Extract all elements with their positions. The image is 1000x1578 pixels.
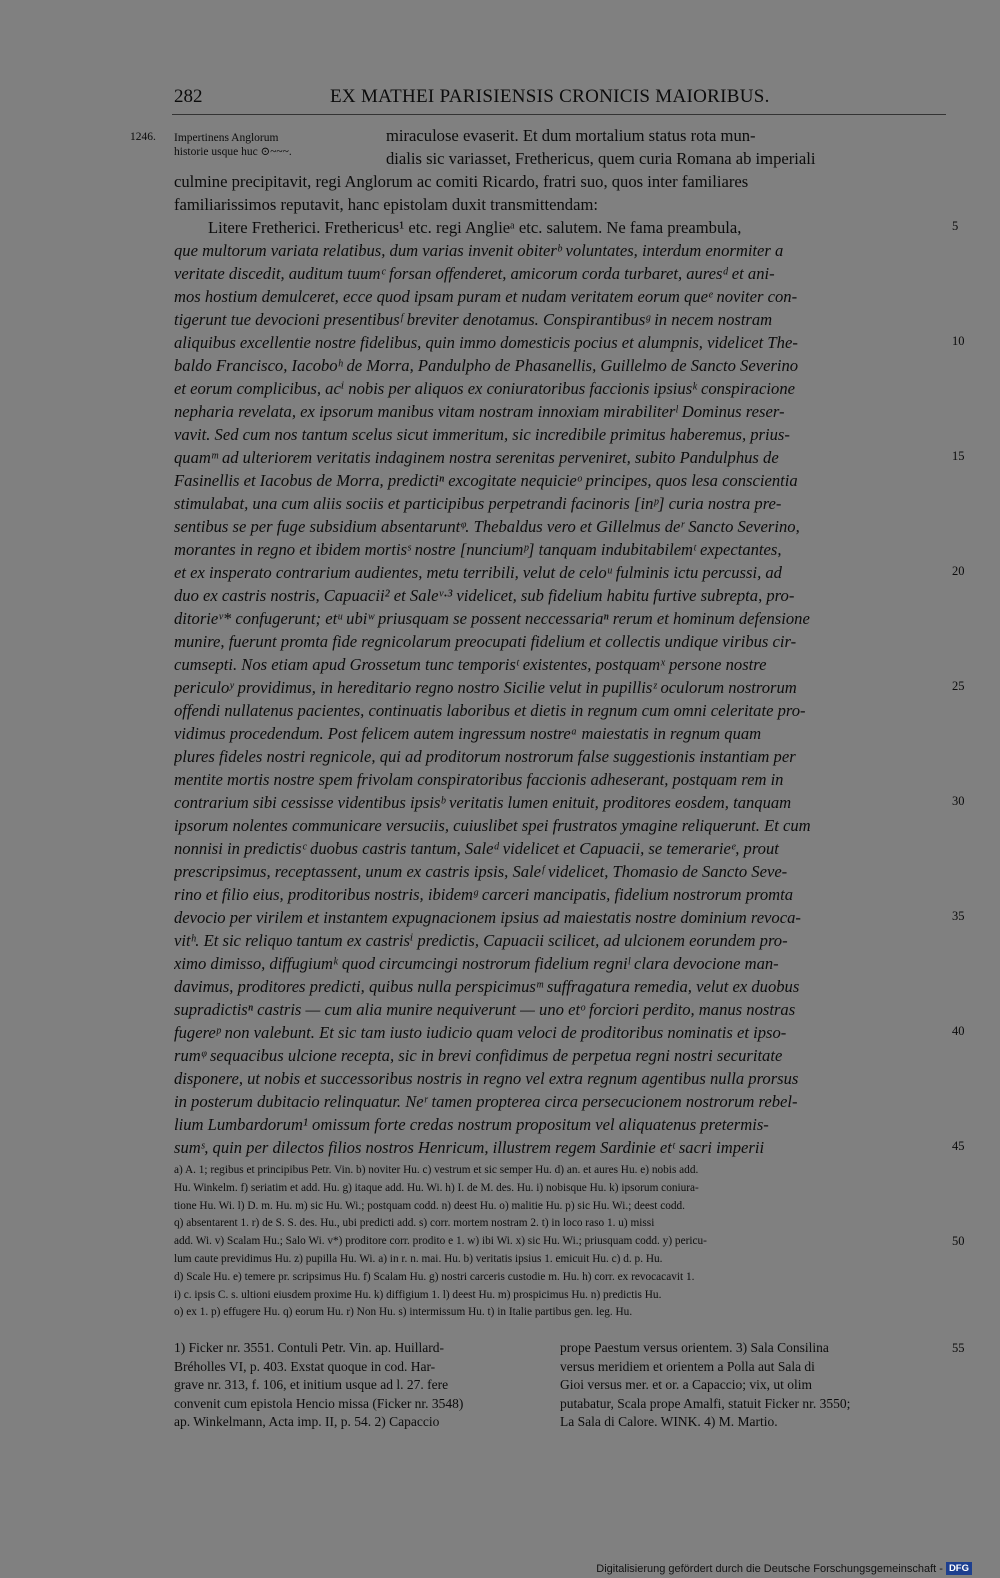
text-line: quamᵐ ad ulteriorem veritatis indaginem nostra serenitas perveniret, subito Pandulphus de [174, 448, 779, 467]
line-number: 45 [952, 1139, 965, 1153]
variant-line: d) Scale Hu. e) temere pr. scripsimus Hu. f) Scalam Hu. g) nostri carceris custodie m. Hu. h) corr. ex revocacavit 1. [174, 1270, 695, 1283]
text-line: rumᵠ sequacibus ulcione recepta, sic in brevi confidimus de perpetua regni nostri securitate [174, 1046, 783, 1065]
variant-line: Hu. Winkelm. f) seriatim et add. Hu. g) itaque add. Hu. Wi. h) I. de M. des. Hu. i) nobisque Hu. k) ipsorum coniura- [174, 1181, 699, 1194]
text-line: tigerunt tue devocioni presentibusᶠ breviter denotamus. Conspirantibusᵍ in necem nostram [174, 310, 773, 329]
text-line: contrarium sibi cessisse videntibus ipsisᵇ veritatis lumen enituit, proditores eosdem, tanquam [174, 793, 792, 812]
text-line: vitʰ. Et sic reliquo tantum ex castrisⁱ predictis, Capuacii scilicet, ad ulcionem eorundem pro- [174, 931, 788, 950]
marginal-note-line: Impertinens Anglorum [174, 132, 279, 144]
text-line: supradictisⁿ castris — cum alia munire nequiverunt — uno etᵒ forciori perdito, manus nostras [174, 1000, 796, 1019]
text-line: culmine precipitavit, regi Anglorum ac comiti Ricardo, fratri suo, quos inter familiares [174, 172, 749, 191]
digitization-credit: Digitalisierung gefördert durch die Deutsche Forschungsgemeinschaft - [596, 1562, 943, 1575]
footnotes-right-column [560, 1339, 946, 1432]
digitization-banner [596, 1562, 972, 1575]
variant-apparatus [174, 1162, 946, 1322]
footnote-line: Gioi versus mer. et or. a Capaccio; vix, ut olim [560, 1377, 812, 1393]
variant-line: add. Wi. v) Scalam Hu.; Salo Wi. v*) proditore corr. prodito e 1. w) ibi Wi. x) sic Hu. Wi.; priusquam codd. y) pericu- [174, 1235, 707, 1248]
text-line: cumsepti. Nos etiam apud Grossetum tunc temporisᵗ existentes, postquamˣ persone nostre [174, 655, 767, 674]
text-line: periculoʸ providimus, in hereditario regno nostro Sicilie velut in pupillisᶻ oculorum nostrorum [174, 678, 797, 697]
text-line: nonnisi in predictisᶜ duobus castris tantum, Saleᵈ videlicet et Capuacii, se temerarieᵉ, prout [174, 839, 779, 858]
line-number: 15 [952, 449, 965, 463]
text-line: vavit. Sed cum nos tantum scelus sicut immeritum, sic incredibile primitus haberemus, prius- [174, 425, 790, 444]
text-line: Fasinellis et Iacobus de Morra, predictiⁿ excogitate nequicieᵒ principes, quos lesa conscientia [174, 471, 798, 490]
text-line: in posterum dubitacio relinquatur. Neʳ tamen propterea circa persecucionem nostrorum rebel- [174, 1092, 798, 1111]
text-line: davimus, proditores predicti, quibus nulla perspicimusᵐ suffragatura remedia, velut ex duobus [174, 977, 800, 996]
line-number: 30 [952, 794, 965, 808]
line-number: 5 [952, 219, 959, 233]
text-line: et ex insperato contrarium audientes, metu terribili, velut de celoᵘ fulminis ictu percussi, ad [174, 563, 782, 582]
footnotes-left-column [174, 1339, 544, 1432]
marginal-note-line: historie usque huc ⊙~~~. [174, 146, 292, 158]
text-line: stimulabat, una cum aliis sociis et participibus perpetrandi facinoris [inᵖ] curia nostra pre- [174, 494, 782, 513]
text-line: baldo Francisco, Iacoboʰ de Morra, Pandulpho de Phasanellis, Guillelmo de Sancto Severino [174, 356, 799, 375]
text-line: miraculose evaserit. Et dum mortalium status rota mun- [386, 126, 756, 145]
margin-year: 1246. [130, 131, 156, 143]
variant-line: tione Hu. Wi. l) D. m. Hu. m) sic Hu. Wi.; postquam codd. n) deest Hu. o) malitie Hu. p) sic Hu. Wi.; deest codd. [174, 1199, 686, 1212]
line-number: 25 [952, 679, 965, 693]
main-text [174, 124, 946, 1159]
variant-line: lum caute previdimus Hu. z) pupilla Hu. Wi. a) in r. n. mai. Hu. b) veritatis ipsius 1. emicuit Hu. c) d. p. Hu. [174, 1252, 663, 1265]
footnote-line: versus meridiem et orientem a Polla aut Sala di [560, 1358, 815, 1374]
text-line: disponere, ut nobis et successoribus nostris in regno vel extra regnum agentibus nulla prorsus [174, 1069, 799, 1088]
variant-line: i) c. ipsis C. s. ultioni eiusdem proxime Hu. k) diffigium 1. l) deest Hu. m) prospicimus Hu. n) predictis Hu. [174, 1288, 662, 1301]
footnote-line: 1) Ficker nr. 3551. Contuli Petr. Vin. ap. Huillard- [174, 1340, 445, 1355]
line-number: 10 [952, 334, 965, 348]
footnote-line: Bréholles VI, p. 403. Exstat quoque in cod. Har- [174, 1358, 436, 1374]
text-line: ximo dimisso, diffugiumᵏ quod circumcingi nostrorum fidelium regniˡ clara devocione man- [174, 954, 779, 973]
text-line: dialis sic variasset, Frethericus, quem curia Romana ab imperiali [386, 149, 816, 168]
text-line: mos hostium demulceret, ecce quod ipsam puram et nudam veritatem eorum queᵉ noviter con- [174, 287, 798, 306]
text-line: veritate discedit, auditum tuumᶜ forsan offenderet, amicorum corda turbaret, auresᵈ et ani- [174, 264, 775, 283]
text-line: morantes in regno et ibidem mortisˢ nostre [nunciumᵖ] tanquam indubitabilemᵗ expectantes, [174, 540, 782, 559]
variant-line: o) ex 1. p) effugere Hu. q) eorum Hu. r) Non Hu. s) intermissum Hu. t) in Italie partibus gen. leg. Hu. [174, 1306, 633, 1319]
footnote-line: grave nr. 313, f. 106, et initium usque ad l. 27. fere [174, 1377, 449, 1393]
variant-line: q) absentarent 1. r) de S. S. des. Hu., ubi predicti add. s) corr. mortem nostram 2. t) in loco raso 1. u) missi [174, 1217, 655, 1230]
text-line: duo ex castris nostris, Capuacii² et Saleᵛ·³ videlicet, sub fidelium habitu furtive subrepta, pro- [174, 586, 795, 605]
text-line: vidimus procedendum. Post felicem autem ingressum nostreᵃ maiestatis in regnum quam [174, 724, 762, 743]
text-line: ditorieᵛ* confugerunt; etᵘ ubiʷ priusquam se possent neccessariaⁿ rerum et hominum defensione [174, 609, 810, 628]
footnote-line: putabatur, Scala prope Amalfi, statuit Ficker nr. 3550; [560, 1395, 851, 1411]
footnote-line: convenit cum epistola Hencio missa (Ficker nr. 3548) [174, 1395, 464, 1411]
text-line: munire, fuerunt promta fide regnicolarum preocupati fidelium et collectis undique viribus cir- [174, 632, 797, 651]
text-line: devocio per virilem et instantem expugnacionem ipsius ad maiestatis nostre dominium revoca- [174, 908, 801, 927]
text-line: Litere Fretherici. Frethericus¹ etc. regi Anglieᵃ etc. salutem. Ne fama preambula, [208, 218, 742, 237]
header-rule [172, 114, 946, 115]
text-line: que multorum variata relatibus, dum varias invenit obiterᵇ voluntates, interdum enormiter a [174, 241, 784, 260]
footnote-line: prope Paestum versus orientem. 3) Sala Consilina [560, 1340, 829, 1355]
text-line: plures fideles nostri regnicole, qui ad proditorum nostrorum false suggestionis instantiam per [174, 747, 796, 766]
text-line: prescripsimus, receptassent, unum ex castris ipsis, Saleᶠ videlicet, Thomasio de Sancto Seve- [174, 862, 788, 881]
text-line: mentite mortis nostre spem frivolam conspiratoribus faccionis adheserant, postquam rem in [174, 770, 784, 789]
line-number: 55 [952, 1341, 965, 1355]
text-line: nepharia revelata, ex ipsorum manibus vitam nostram innoxiam mirabiliterˡ Dominus reser- [174, 402, 785, 421]
line-number: 50 [952, 1234, 965, 1249]
page-header [0, 86, 1000, 112]
text-line: ipsorum nolentes communicare versuciis, cuiuslibet spei frustratos ymagine reliquerunt. Et cum [174, 816, 811, 835]
variant-line: a) A. 1; regibus et principibus Petr. Vin. b) noviter Hu. c) vestrum et sic semper Hu. d) an. et aures Hu. e) nobis add. [174, 1164, 699, 1176]
footnote-line: La Sala di Calore. WINK. 4) M. Martio. [560, 1414, 778, 1430]
footnote-line: ap. Winkelmann, Acta imp. II, p. 54. 2) Capaccio [174, 1414, 440, 1430]
text-line: aliquibus excellentie nostre fidelibus, quin immo domesticis pocius et alumpnis, videlicet The- [174, 333, 798, 352]
text-line: rino et filio eius, proditoribus nostris, ibidemᵍ carceri mancipatis, fidelium nostrorum promta [174, 885, 794, 904]
text-line: sumˢ, quin per dilectos filios nostros Henricum, illustrem regem Sardinie etᵗ sacri imperii [174, 1138, 765, 1157]
running-title: EX MATHEI PARISIENSIS CRONICIS MAIORIBUS. [330, 86, 770, 107]
text-line: sentibus se per fuge subsidium absentaruntᵠ. Thebaldus vero et Gillelmus deʳ Sancto Severino, [174, 517, 800, 536]
page-number: 282 [174, 86, 203, 107]
line-number: 20 [952, 564, 965, 578]
text-line: fugereᵖ non valebunt. Et sic tam iusto iudicio quam veloci de proditoribus nominatis et ipso- [174, 1023, 787, 1042]
text-line: lium Lumbardorum¹ omissum forte credas nostrum propositum vel aliquatenus pretermis- [174, 1115, 769, 1134]
dfg-logo: DFG [946, 1562, 972, 1575]
line-number: 40 [952, 1024, 965, 1038]
line-number: 35 [952, 909, 965, 923]
text-line: et eorum complicibus, acⁱ nobis per aliquos ex coniuratoribus faccionis ipsiusᵏ conspiracione [174, 379, 795, 398]
text-line: familiarissimos reputavit, hanc epistolam duxit transmittendam: [174, 195, 598, 214]
text-line: offendi nullatenus pacientes, continuatis laboribus et dietis in regnum cum omni celeritate pro- [174, 701, 806, 720]
